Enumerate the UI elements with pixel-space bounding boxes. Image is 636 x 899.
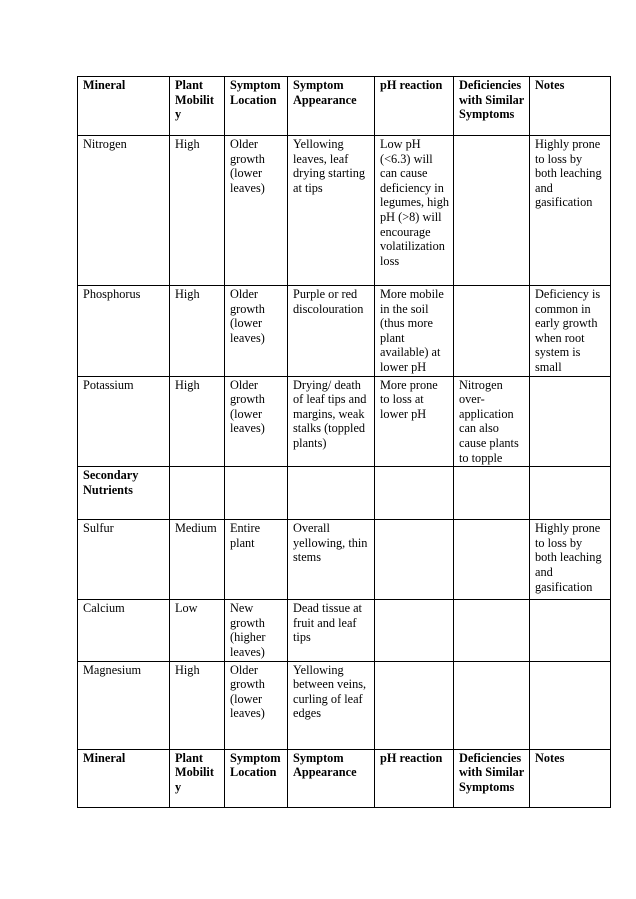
cell-calcium-6 [530,600,611,661]
table-row-sulfur [78,520,611,600]
cell-secondary-nutrients-1 [170,467,225,520]
cell-header-top-5: Deficiencies with Similar Symptoms [454,77,530,136]
cell-header-top-3: Symptom Appearance [288,77,375,136]
cell-header-top-2: Symptom Location [225,77,288,136]
cell-calcium-2: New growth (higher leaves) [225,600,288,661]
table-row-calcium [78,600,611,661]
cell-sulfur-5 [454,520,530,600]
cell-header-top-6: Notes [530,77,611,136]
cell-potassium-3: Drying/ death of leaf tips and margins, weak stalks (toppled plants) [288,376,375,467]
table-row-header-bottom [78,749,611,807]
cell-header-top-4: pH reaction [375,77,454,136]
cell-secondary-nutrients-5 [454,467,530,520]
cell-phosphorus-6: Deficiency is common in early growth when root system is small [530,286,611,377]
cell-secondary-nutrients-6 [530,467,611,520]
cell-magnesium-5 [454,661,530,749]
cell-sulfur-0: Sulfur [78,520,170,600]
cell-calcium-1: Low [170,600,225,661]
cell-phosphorus-4: More mobile in the soil (thus more plant available) at lower pH [375,286,454,377]
cell-header-bottom-4: pH reaction [375,749,454,807]
cell-header-bottom-2: Symptom Location [225,749,288,807]
cell-phosphorus-5 [454,286,530,377]
cell-potassium-4: More prone to loss at lower pH [375,376,454,467]
table-row-phosphorus [78,286,611,377]
cell-sulfur-1: Medium [170,520,225,600]
cell-magnesium-6 [530,661,611,749]
cell-magnesium-3: Yellowing between veins, curling of leaf edges [288,661,375,749]
cell-potassium-1: High [170,376,225,467]
cell-phosphorus-3: Purple or red discolouration [288,286,375,377]
cell-header-top-0: Mineral [78,77,170,136]
table-row-header-top [78,77,611,136]
cell-secondary-nutrients-3 [288,467,375,520]
cell-nitrogen-5 [454,136,530,286]
cell-secondary-nutrients-2 [225,467,288,520]
nutrient-deficiency-table [77,76,611,808]
cell-sulfur-6: Highly prone to loss by both leaching and gasification [530,520,611,600]
cell-sulfur-2: Entire plant [225,520,288,600]
cell-magnesium-4 [375,661,454,749]
cell-potassium-0: Potassium [78,376,170,467]
cell-secondary-nutrients-0: Secondary Nutrients [78,467,170,520]
table-row-secondary-nutrients [78,467,611,520]
cell-phosphorus-0: Phosphorus [78,286,170,377]
cell-calcium-0: Calcium [78,600,170,661]
cell-potassium-2: Older growth (lower leaves) [225,376,288,467]
cell-nitrogen-0: Nitrogen [78,136,170,286]
cell-secondary-nutrients-4 [375,467,454,520]
cell-calcium-4 [375,600,454,661]
cell-potassium-6 [530,376,611,467]
cell-header-bottom-5: Deficiencies with Similar Symptoms [454,749,530,807]
cell-calcium-5 [454,600,530,661]
cell-phosphorus-1: High [170,286,225,377]
cell-nitrogen-2: Older growth (lower leaves) [225,136,288,286]
cell-header-bottom-6: Notes [530,749,611,807]
cell-sulfur-4 [375,520,454,600]
cell-magnesium-2: Older growth (lower leaves) [225,661,288,749]
cell-phosphorus-2: Older growth (lower leaves) [225,286,288,377]
cell-nitrogen-1: High [170,136,225,286]
table-row-potassium [78,376,611,467]
cell-nitrogen-4: Low pH (<6.3) will can cause deficiency in legumes, high pH (>8) will encourage volatilization loss [375,136,454,286]
cell-nitrogen-3: Yellowing leaves, leaf drying starting at tips [288,136,375,286]
cell-magnesium-0: Magnesium [78,661,170,749]
table-row-magnesium [78,661,611,749]
cell-header-bottom-0: Mineral [78,749,170,807]
cell-sulfur-3: Overall yellowing, thin stems [288,520,375,600]
cell-magnesium-1: High [170,661,225,749]
cell-header-bottom-3: Symptom Appearance [288,749,375,807]
cell-header-top-1: Plant Mobility [170,77,225,136]
cell-potassium-5: Nitrogen over-application can also cause plants to topple [454,376,530,467]
cell-calcium-3: Dead tissue at fruit and leaf tips [288,600,375,661]
cell-nitrogen-6: Highly prone to loss by both leaching and gasification [530,136,611,286]
table-row-nitrogen [78,136,611,286]
cell-header-bottom-1: Plant Mobility [170,749,225,807]
